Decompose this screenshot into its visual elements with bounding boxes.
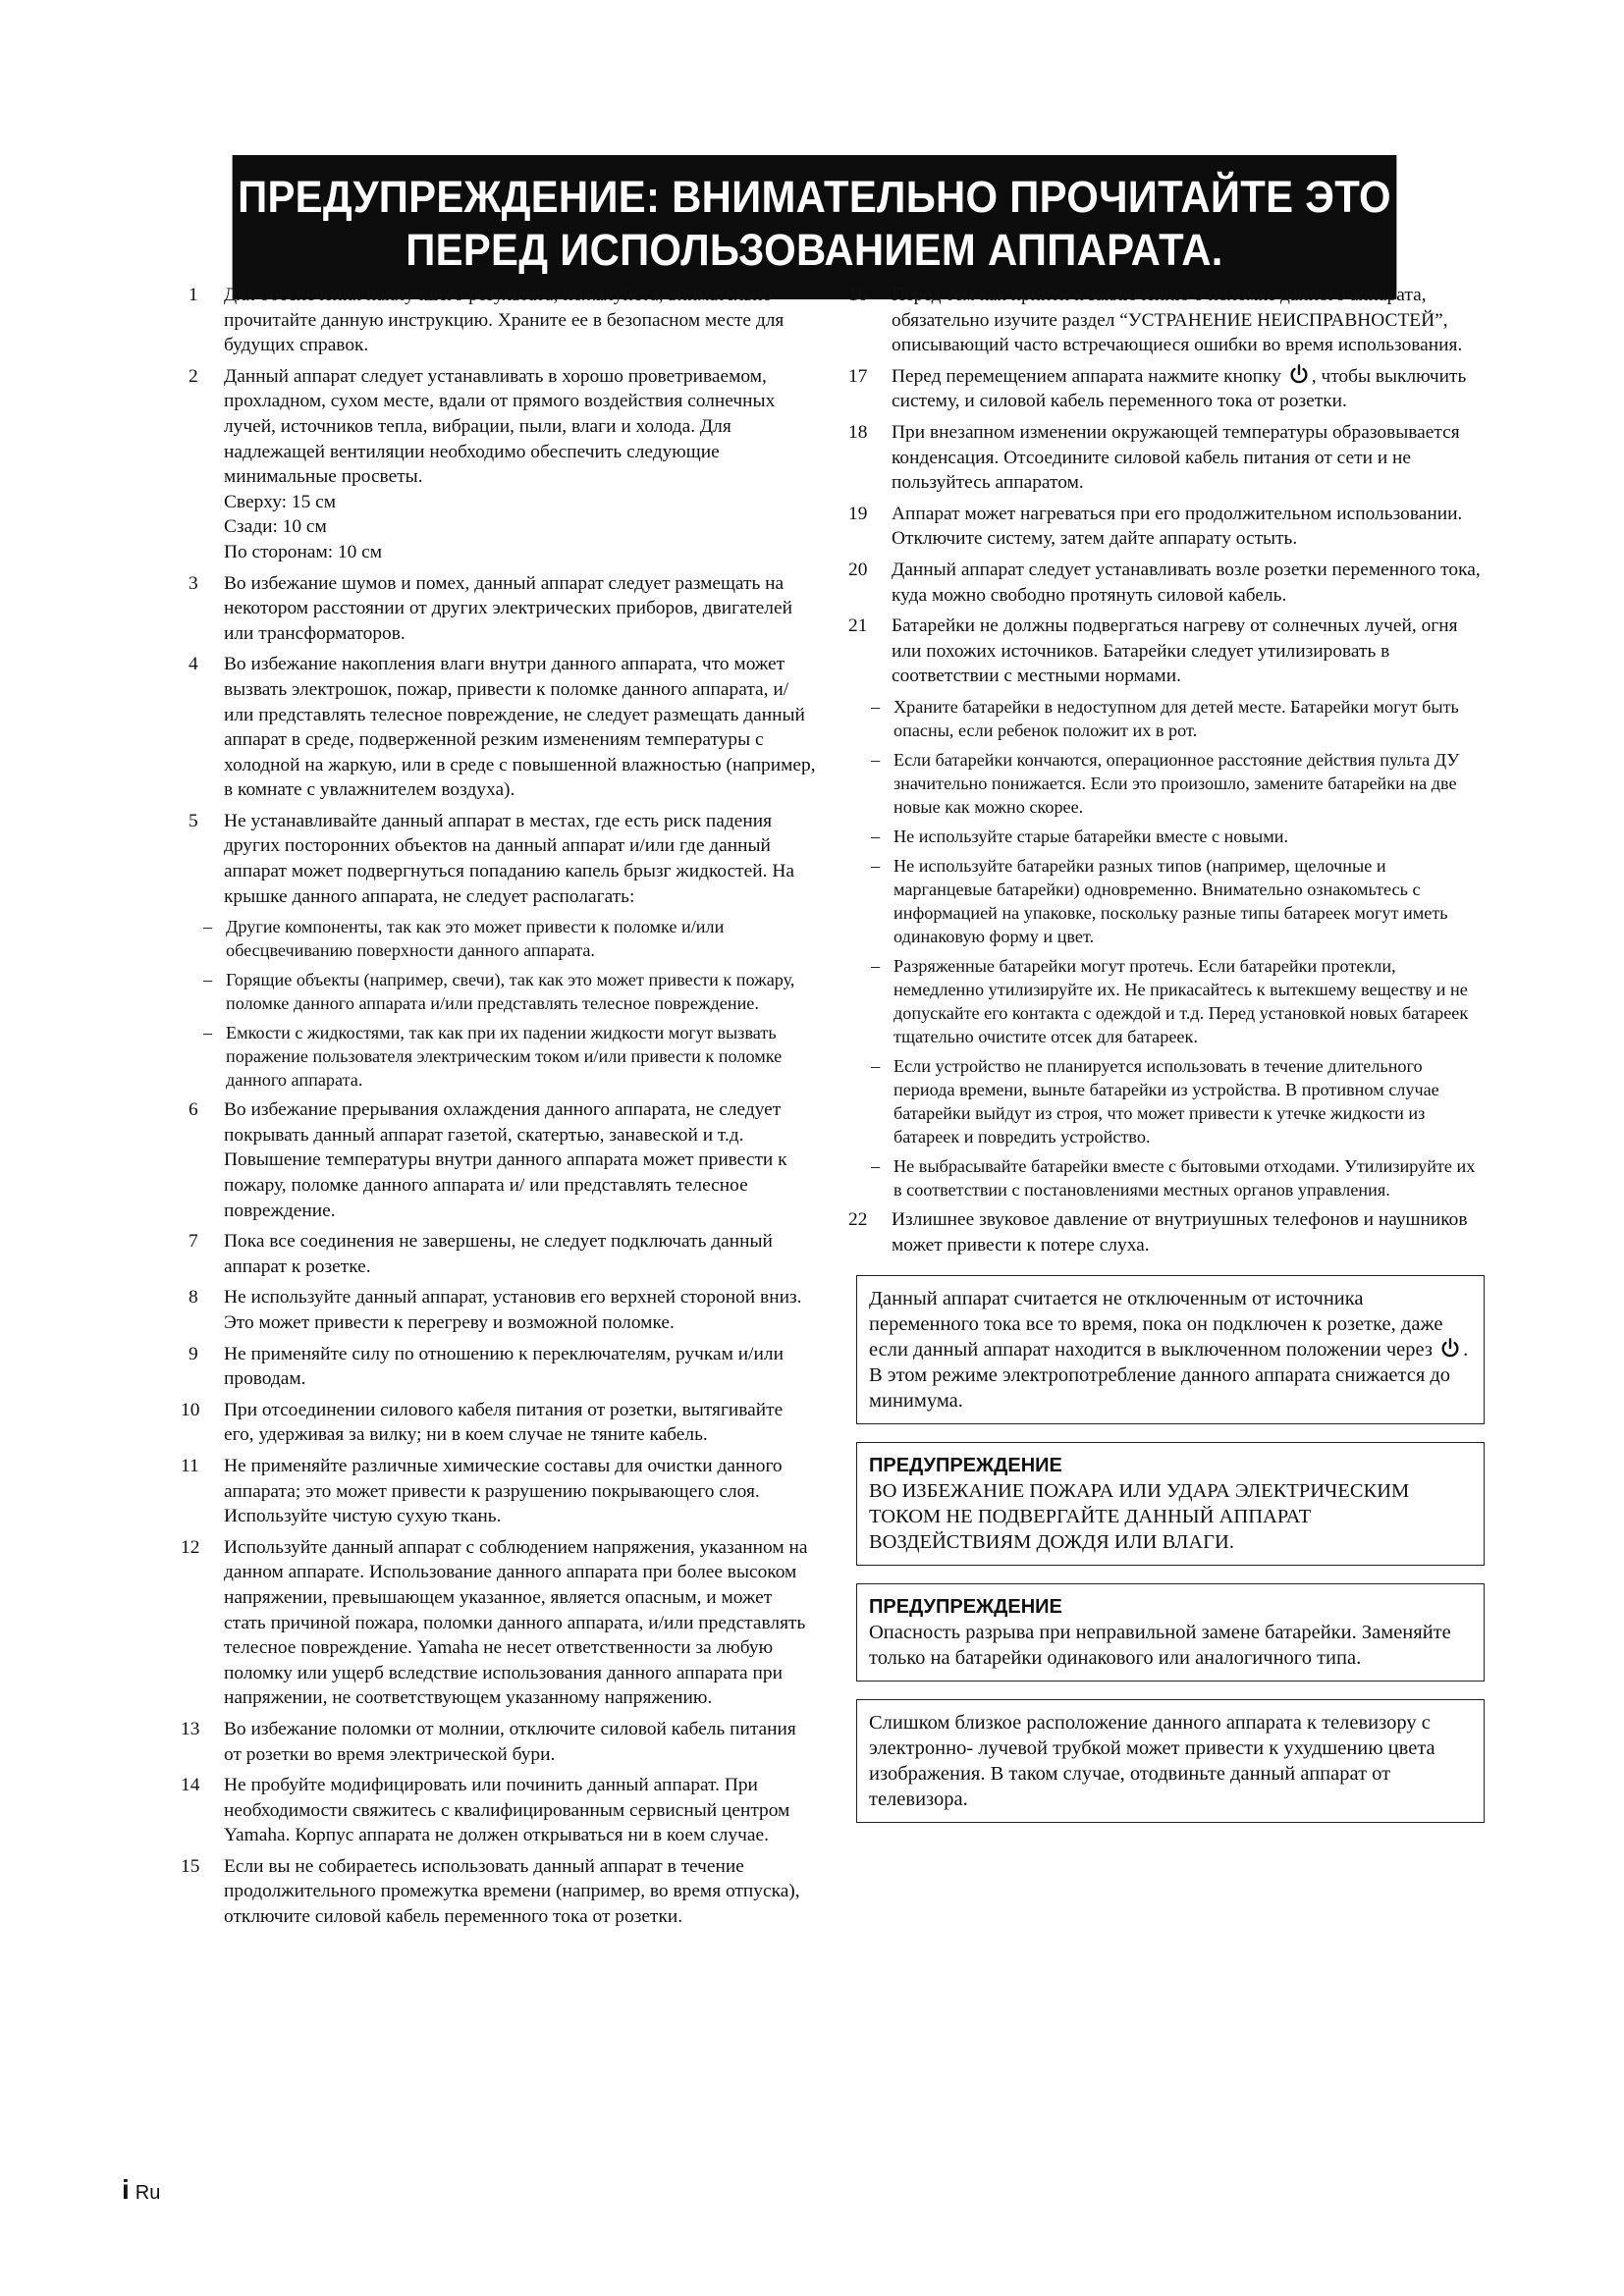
battery-warning-box xyxy=(856,1583,1485,1682)
item-number: 21 xyxy=(848,615,868,637)
item-number: 8 xyxy=(189,1287,198,1308)
sub-item: – Если устройство не планируется использовать в течение длительного периода времени, выньте батарейки из устройства. В противном случае батарейки выйдут из строя, что может привести к утечке жидкости из батареек и повредить устройство. xyxy=(856,1054,1485,1148)
page-footer xyxy=(122,2174,160,2206)
list-item xyxy=(189,809,817,1092)
sub-item: – Горящие объекты (например, свечи), так как это может привести к пожару, поломке данного аппарата и/или представлять телесное повреждение. xyxy=(189,968,817,1015)
standby-text-before: Данный аппарат считается не отключенным от источника переменного тока все то время, пока он подключен к розетке, даже если данный аппарат находится в выключенном положении через xyxy=(869,1288,1443,1362)
item-text: Не устанавливайте данный аппарат в местах, где есть риск падения других посторонних объектов на данный аппарат и/или где данный аппарат может подвергнуться попаданию капель брызг жидкостей. На крышке данного аппарата, не следует располагать: xyxy=(224,810,794,907)
warning-text: Опасность разрыва при неправильной замене батарейки. Заменяйте только на батарейки одинакового или аналогичного типа. xyxy=(869,1622,1451,1670)
warning-text: ВО ИЗБЕЖАНИЕ ПОЖАРА ИЛИ УДАРА ЭЛЕКТРИЧЕСКИМ ТОКОМ НЕ ПОДВЕРГАЙТЕ ДАННЫЙ АППАРАТ ВОЗДЕЙСТВИЯМ ДОЖДЯ ИЛИ ВЛАГИ. xyxy=(869,1480,1410,1554)
item-text-after: , чтобы выключить систему, и силовой кабель переменного тока от розетки. xyxy=(892,365,1467,412)
item-text: Во избежание прерывания охлаждения данного аппарата, не следует покрывать данный аппарат газетой, скатертью, занавеской и т.д. Повышение температуры внутри данного аппарата может привести к пожару, поломке данного аппарата и/ или представлять телесное повреждение. xyxy=(224,1099,787,1221)
item-number: 14 xyxy=(181,1775,200,1796)
sub-item: – Если батарейки кончаются, операционное расстояние действия пульта ДУ значительно понижается. Если это произошло, замените батарейки на две новые как можно скорее. xyxy=(856,748,1485,819)
power-icon xyxy=(1288,364,1310,386)
list-item xyxy=(181,1398,817,1448)
item-text: Данный аппарат следует устанавливать в хорошо проветриваемом, прохладном, сухом месте, вдали от прямого воздействия солнечных лучей, источников тепла, вибрации, пыли, влаги и холода. Для надлежащей вентиляции необходимо обеспечить следующие минимальные просветы. xyxy=(224,365,776,488)
clearance-sides: По сторонам: 10 см xyxy=(224,541,383,562)
sub-item: – Не используйте старые батарейки вместе с новыми. xyxy=(856,825,1485,848)
banner-title-line1: ПРЕДУПРЕЖДЕНИЕ: ВНИМАТЕЛЬНО ПРОЧИТАЙТЕ ЭТО xyxy=(238,172,1391,222)
list-item xyxy=(189,571,817,647)
clearance-top: Сверху: 15 см xyxy=(224,491,337,512)
list-item xyxy=(181,1717,817,1767)
page-number: i xyxy=(122,2174,130,2205)
item-text: При отсоединении силового кабеля питания от розетки, вытягивайте его, удерживая за вилку; ни в коем случае не тяните кабель. xyxy=(224,1399,784,1446)
item-number: 17 xyxy=(848,365,868,387)
item-number: 9 xyxy=(189,1343,198,1364)
list-item xyxy=(181,1454,817,1529)
item-number: 1 xyxy=(189,285,198,305)
item-text: Во избежание шумов и помех, данный аппарат следует размещать на некотором расстоянии от других электрических приборов, двигателей или трансформаторов. xyxy=(224,572,792,644)
item-text: Не применяйте различные химические составы для очистки данного аппарата; это может привести к разрушению покрывающего слоя. Используйте чистую сухую ткань. xyxy=(224,1455,783,1527)
tv-notice-text: Слишком близкое расположение данного аппарата к телевизору с электронно- лучевой трубкой может привести к ухудшению цвета изображения. В таком случае, отодвиньте данный аппарат от телевизора. xyxy=(869,1712,1435,1811)
item-text: Во избежание поломки от молнии, отключите силовой кабель питания от розетки во время электрической бури. xyxy=(224,1718,796,1765)
power-icon xyxy=(1439,1338,1461,1360)
list-item xyxy=(189,1342,817,1392)
list-item xyxy=(848,614,1485,1201)
list-item xyxy=(189,1097,817,1223)
list-item xyxy=(848,283,1485,358)
item-number: 11 xyxy=(181,1455,199,1476)
right-column xyxy=(848,283,1485,1823)
list-item xyxy=(189,652,817,803)
item-number: 6 xyxy=(189,1099,198,1121)
clearance-back: Сзади: 10 см xyxy=(224,516,327,538)
item-number: 19 xyxy=(848,503,868,524)
sub-item: – Емкости с жидкостями, так как при их падении жидкости могут вызвать поражение пользователя электрическим током и/или привести к поломке данного аппарата. xyxy=(189,1021,817,1092)
item-number: 22 xyxy=(848,1208,868,1230)
tv-notice-box xyxy=(856,1699,1485,1823)
item-text: Излишнее звуковое давление от внутриушных телефонов и наушников может привести к потере слуха. xyxy=(892,1208,1468,1255)
item-number: 20 xyxy=(848,559,868,580)
list-item xyxy=(848,420,1485,496)
item-text: Используйте данный аппарат с соблюдением напряжения, указанном на данном аппарате. Использование данного аппарата при более высоком напряжении, превышающем указанное, является опасным, и может стать причиной пожара, поломки данного аппарата, и/или представлять телесное повреждение. Yamaha не несет ответственности за любую поломку или ущерб вследствие использования данного аппарата при напряжении, не соответствующем указанному напряжению. xyxy=(224,1536,808,1709)
standby-text-after: . В этом режиме электропотребление данного аппарата снижается до минимума. xyxy=(869,1339,1469,1413)
item-text: Для обеспечения наилучшего результата, пожалуйста, внимательно прочитайте данную инструкцию. Храните ее в безопасном месте для будущих справок. xyxy=(224,285,785,356)
item-number: 3 xyxy=(189,572,198,594)
item-number: 18 xyxy=(848,421,868,443)
list-item xyxy=(189,283,817,358)
sub-item: – Не используйте батарейки разных типов (например, щелочные и марганцевые батарейки) одновременно. Внимательно ознакомьтесь с информацией на упаковке, поскольку разные типы батареек могут иметь одинаковую форму и цвет. xyxy=(856,854,1485,948)
banner-title-line2: ПЕРЕД ИСПОЛЬЗОВАНИЕМ АППАРАТА. xyxy=(406,225,1223,275)
list-item xyxy=(848,364,1485,414)
list-item xyxy=(848,502,1485,552)
list-item xyxy=(189,1285,817,1335)
list-item xyxy=(848,1207,1485,1257)
item-number: 5 xyxy=(189,810,198,831)
list-item xyxy=(189,364,817,565)
language-code: Ru xyxy=(135,2182,161,2204)
warning-heading: ПРЕДУПРЕЖДЕНИЕ xyxy=(869,1455,1062,1477)
list-item xyxy=(181,1535,817,1711)
item-text: Не пробуйте модифицировать или починить данный аппарат. При необходимости свяжитесь с квалифицированным сервисный центром Yamaha. Корпус аппарата не должен открываться ни в коем случае. xyxy=(224,1775,790,1846)
item-number: 10 xyxy=(181,1399,200,1420)
list-item xyxy=(189,1229,817,1279)
fire-warning-box xyxy=(856,1442,1485,1566)
item-number: 7 xyxy=(189,1231,198,1253)
item-text: Перед тем как прийти к заключению о поломке данного аппарата, обязательно изучите раздел “УСТРАНЕНИЕ НЕИСПРАВНОСТЕЙ”, описывающий часто встречающиеся ошибки во время использования. xyxy=(892,285,1463,356)
left-column xyxy=(181,283,817,1936)
item-text: Если вы не собираетесь использовать данный аппарат в течение продолжительного промежутка времени (например, во время отпуска), отключите силовой кабель переменного тока от розетки. xyxy=(224,1855,800,1928)
item-number: 15 xyxy=(181,1855,200,1877)
item-text: Аппарат может нагреваться при его продолжительном использовании. Отключите систему, затем дайте аппарату остыть. xyxy=(892,503,1463,550)
item-text: Пока все соединения не завершены, не следует подключать данный аппарат к розетке. xyxy=(224,1231,773,1277)
item-number: 12 xyxy=(181,1536,200,1558)
item-text: Данный аппарат следует устанавливать возле розетки переменного тока, куда можно свободно протянуть силовой кабель. xyxy=(892,559,1481,606)
standby-notice-box xyxy=(856,1275,1485,1424)
item-text: Батарейки не должны подвергаться нагреву от солнечных лучей, огня или похожих источников. Батарейки следует утилизировать в соответствии с местными нормами. xyxy=(892,615,1458,687)
list-item xyxy=(181,1773,817,1848)
sub-item: – Другие компоненты, так как это может привести к поломке и/или обесцвечиванию поверхности данного аппарата. xyxy=(189,915,817,962)
list-item xyxy=(181,1854,817,1930)
item-number: 13 xyxy=(181,1718,200,1739)
item-text: Не используйте данный аппарат, установив его верхней стороной вниз. Это может привести к перегреву и возможной поломке. xyxy=(224,1287,802,1333)
item-number: 2 xyxy=(189,365,198,387)
sub-item: – Не выбрасывайте батарейки вместе с бытовыми отходами. Утилизируйте их в соответствии с постановлениями местных органов управления. xyxy=(856,1154,1485,1201)
item-text: Во избежание накопления влаги внутри данного аппарата, что может вызвать электрошок, пожар, привести к поломке данного аппарата, и/ или представлять телесное повреждение, не следует размещать данный аппарат в среде, подверженной резким изменениям температуры с холодной на жаркую, или в среде с повышенной влажностью (например, в комнате с увлажнителем воздуха). xyxy=(224,654,816,801)
list-item xyxy=(848,558,1485,608)
warning-banner xyxy=(233,155,1397,299)
item-text-before: Перед перемещением аппарата нажмите кнопку xyxy=(892,365,1281,387)
sub-item: – Храните батарейки в недоступном для детей месте. Батарейки могут быть опасны, если ребенок положит их в рот. xyxy=(856,695,1485,742)
item-number: 4 xyxy=(189,654,198,675)
item-text: Не применяйте силу по отношению к переключателям, ручкам и/или проводам. xyxy=(224,1343,784,1390)
sub-item: – Разряженные батарейки могут протечь. Если батарейки протекли, немедленно утилизируйте их. Не прикасайтесь к вытекшему веществу и не допускайте его контакта с одеждой и т.д. Перед установкой новых батареек тщательно очистите отсек для батареек. xyxy=(856,954,1485,1048)
warning-heading: ПРЕДУПРЕЖДЕНИЕ xyxy=(869,1596,1062,1619)
item-number: 16 xyxy=(848,285,868,305)
item-text: При внезапном изменении окружающей температуры образовывается конденсация. Отсоедините силовой кабель питания от сети и не пользуйтесь аппаратом. xyxy=(892,421,1460,494)
